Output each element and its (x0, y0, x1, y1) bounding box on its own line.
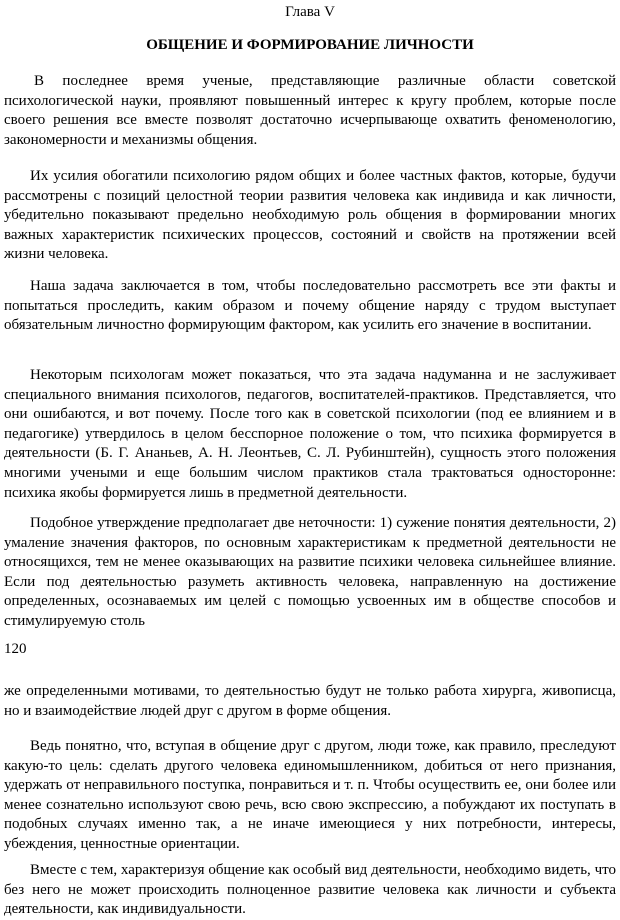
paragraph-6-continued: же определенными мотивами, то деятельностью будут не только работа хирурга, живописца, но и взаимодействие людей друг с другом в форме общения. (4, 683, 616, 719)
chapter-title: ОБЩЕНИЕ И ФОРМИРОВАНИЕ ЛИЧНОСТИ (146, 37, 474, 53)
paragraph-8: Вместе с тем, характеризуя общение как особый вид деятельности, необходимо видеть, что без него не может происходить полноценное развитие человека как личности и субъекта деятельности, как индивидуальности. (4, 862, 616, 918)
paragraph-3: Наша задача заключается в том, чтобы последовательно рассмотреть все эти факты и попытаться проследить, каким образом и почему общение наряду с трудом выступает обязательным личностно формирующим фактором, как усилить его значение в воспитании. (4, 278, 616, 334)
paragraph-5: Подобное утверждение предполагает две неточности: 1) сужение понятия деятельности, 2) умаление значения факторов, по основным характеристикам к предметной деятельности не относящихся, тем не менее оказывающих на развитие психики человека сильнейшее влияние. Если под деятельностью разуметь активность человека, направленную на достижение определенных, осознаваемых им целей с помощью усвоенных им в обществе способов и стимулируемую столь (4, 515, 616, 629)
page-number: 120 (4, 641, 27, 657)
chapter-label: Глава V (285, 4, 335, 20)
paragraph-4: Некоторым психологам может показаться, что эта задача надуманна и не заслуживает специального внимания психологов, педагогов, воспитателей-практиков. Представляется, что они ошибаются, и вот почему. После того как в советской психологии (под ее влиянием и в педагогике) утвердилось в целом бесспорное положение о том, что психика формируется в деятельности (Б. Г. Ананьев, А. Н. Леонтьев, С. Л. Рубинштейн), сущность этого положения многими учеными и еще большим числом практиков стала трактоваться односторонне: психика якобы формируется лишь в предметной деятельности. (4, 367, 616, 501)
paragraph-7: Ведь понятно, что, вступая в общение друг с другом, люди тоже, как правило, преследуют какую-то цель: сделать другого человека единомышленником, добиться от него признания, удержать от неправильного поступка, понравиться и т. п. Чтобы осуществить ее, они более или менее сознательно используют свою речь, всю свою экспрессию, а побуждают их поступать в подобных случаях именно так, а не иначе имеющиеся у них потребности, интересы, убеждения, ценностные ориентации. (4, 738, 616, 852)
paragraph-1: В последнее время ученые, представляющие различные области советской психологической науки, проявляют повышенный интерес к кругу проблем, которые после своего решения все вместе позволят достаточно исчерпывающе охватить феноменологию, закономерности и механизмы общения. (4, 73, 616, 148)
paragraph-2: Их усилия обогатили психологию рядом общих и более частных фактов, которые, будучи рассмотрены с позиций целостной теории развития человека как индивида и как личности, убедительно показывают предельно необходимую роль общения в формировании многих важных характеристик психических процессов, состояний и свойств на протяжении всей жизни человека. (4, 168, 616, 263)
